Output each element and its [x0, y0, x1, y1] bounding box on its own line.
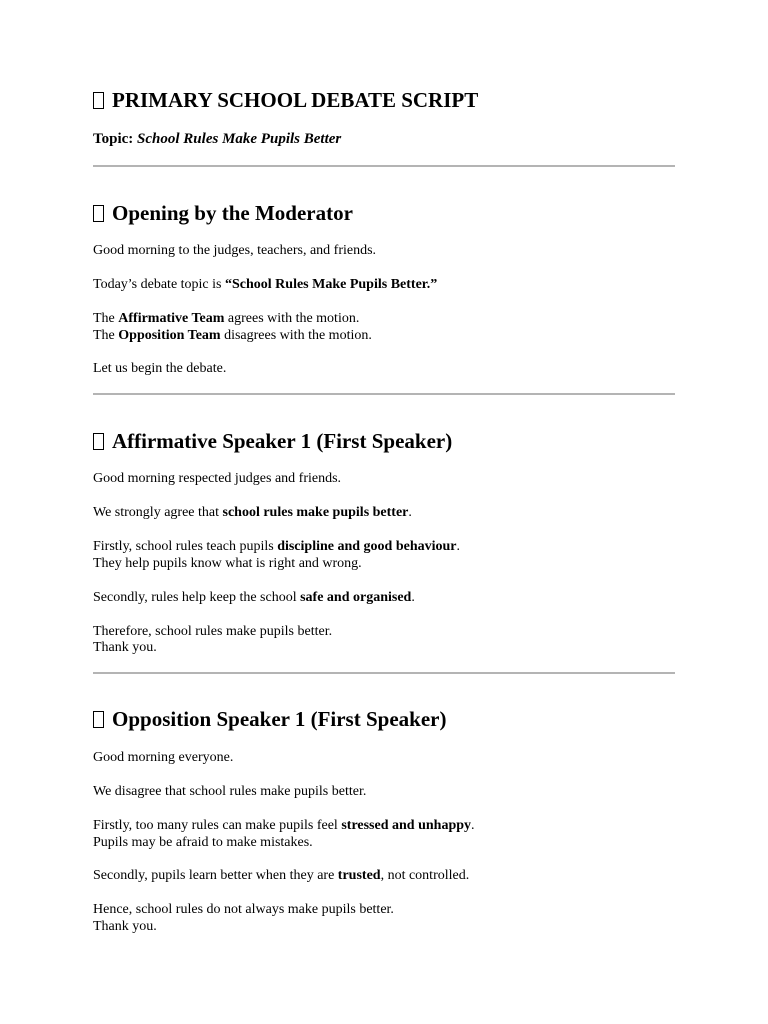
paragraph: [93, 276, 437, 293]
paragraph: [93, 504, 412, 521]
missing-glyph-box-icon: [93, 205, 104, 222]
text-run: Firstly, too many rules can make pupils feel: [93, 818, 342, 833]
text-run: disagrees with the motion.: [220, 328, 372, 343]
paragraph: [93, 310, 359, 327]
bold-run: school rules make pupils better: [222, 505, 409, 520]
missing-glyph-box-icon: [93, 92, 104, 109]
bold-run: Affirmative Team: [118, 311, 225, 326]
paragraph: [93, 817, 475, 834]
paragraph: [93, 538, 460, 555]
text-run: .: [408, 505, 412, 520]
topic-line: [93, 130, 341, 148]
paragraph: Let us begin the debate.: [93, 361, 227, 376]
text-run: The: [93, 328, 119, 343]
paragraph: [93, 867, 469, 884]
bold-run: discipline and good behaviour: [277, 539, 457, 554]
text-run: .: [411, 590, 415, 605]
bold-run: safe and organised: [300, 590, 412, 605]
divider: [93, 165, 675, 167]
section-heading-text: Affirmative Speaker 1 (First Speaker): [112, 429, 453, 453]
paragraph: [93, 327, 372, 344]
topic-label: Topic:: [93, 131, 134, 147]
text-run: Secondly, rules help keep the school: [93, 590, 301, 605]
paragraph: Hence, school rules do not always make pupils better.: [93, 902, 394, 917]
section-heading-text: Opening by the Moderator: [112, 201, 353, 225]
paragraph: Good morning everyone.: [93, 750, 234, 765]
text-run: , not controlled.: [380, 868, 470, 883]
bold-run: “School Rules Make Pupils Better.”: [225, 277, 438, 292]
bold-run: Opposition Team: [118, 328, 221, 343]
text-run: Secondly, pupils learn better when they are: [93, 868, 338, 883]
missing-glyph-box-icon: [93, 711, 104, 728]
text-run: agrees with the motion.: [224, 311, 360, 326]
text-run: .: [471, 818, 475, 833]
divider: [93, 672, 675, 674]
bold-run: stressed and unhappy: [341, 818, 472, 833]
text-run: We strongly agree that: [93, 505, 223, 520]
text-run: Today’s debate topic is: [93, 277, 225, 292]
divider: [93, 393, 675, 395]
section-heading-text: Opposition Speaker 1 (First Speaker): [112, 707, 447, 731]
document-title-text: PRIMARY SCHOOL DEBATE SCRIPT: [112, 88, 479, 112]
section-heading-opposition: [93, 706, 446, 732]
paragraph: Thank you.: [93, 640, 157, 655]
paragraph: Thank you.: [93, 919, 157, 934]
text-run: The: [93, 311, 119, 326]
text-run: .: [456, 539, 461, 554]
topic-value: School Rules Make Pupils Better: [137, 131, 342, 147]
paragraph: [93, 589, 415, 606]
section-heading-affirmative: [93, 428, 452, 454]
text-run: Firstly, school rules teach pupils: [93, 539, 278, 554]
paragraph: We disagree that school rules make pupils better.: [93, 784, 367, 799]
paragraph: Pupils may be afraid to make mistakes.: [93, 835, 313, 850]
paragraph: Good morning to the judges, teachers, and friends.: [93, 243, 377, 258]
paragraph: Good morning respected judges and friends.: [93, 471, 342, 486]
missing-glyph-box-icon: [93, 433, 104, 450]
bold-run: trusted: [337, 868, 381, 883]
document-title: [93, 87, 478, 113]
paragraph: Therefore, school rules make pupils better.: [93, 624, 333, 639]
paragraph: They help pupils know what is right and wrong.: [93, 556, 362, 571]
section-heading-moderator: [93, 200, 353, 226]
